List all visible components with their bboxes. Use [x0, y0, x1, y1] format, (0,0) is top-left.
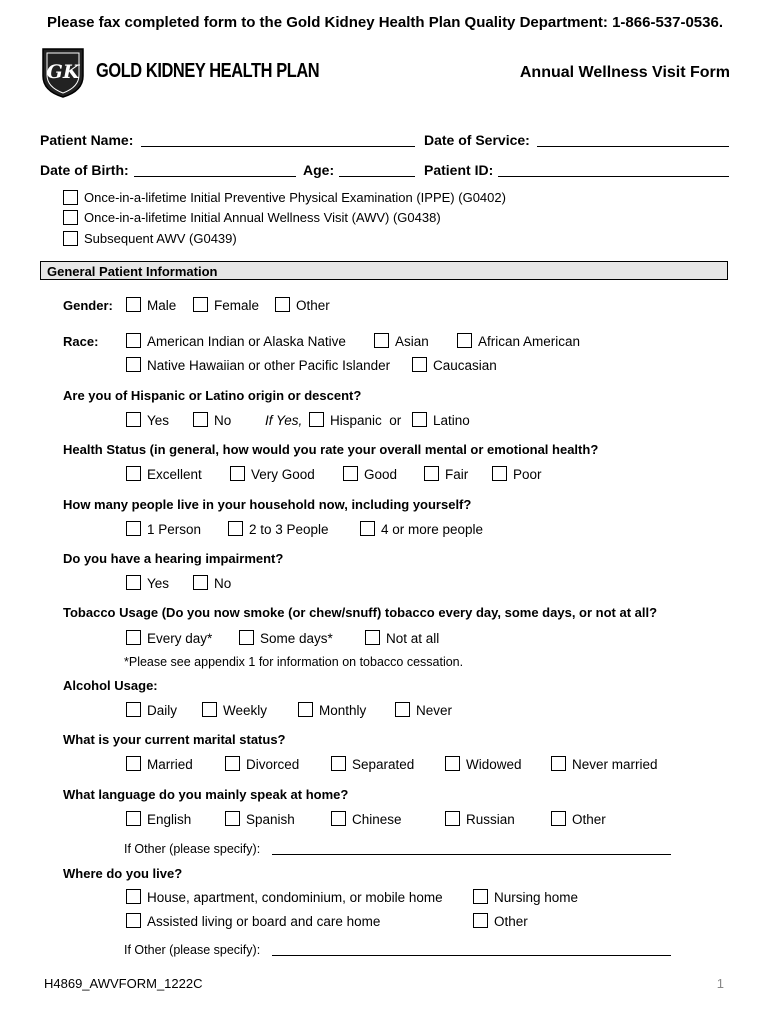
- gender-female-label: Female: [214, 298, 260, 313]
- race-american-indian-checkbox[interactable]: [126, 333, 141, 348]
- tobacco-some-days-checkbox[interactable]: [239, 630, 254, 645]
- health-excellent-checkbox[interactable]: [126, 466, 141, 481]
- residence-nursing-home-label: Nursing home: [494, 890, 579, 905]
- gender-label: Gender:: [63, 298, 113, 313]
- hearing-yes-label: Yes: [147, 576, 170, 591]
- race-african-american-checkbox[interactable]: [457, 333, 472, 348]
- alcohol-weekly-label: Weekly: [223, 703, 268, 718]
- hispanic-latino-checkbox[interactable]: [412, 412, 427, 427]
- hispanic-yes-checkbox[interactable]: [126, 412, 141, 427]
- residence-house-label: House, apartment, condominium, or mobile home: [147, 890, 443, 905]
- tobacco-some-days-label: Some days*: [260, 631, 333, 646]
- age-label: Age:: [303, 162, 335, 178]
- subsequent-awv-label: Subsequent AWV (G0439): [84, 231, 237, 246]
- race-native-hawaiian-checkbox[interactable]: [126, 357, 141, 372]
- language-spanish-label: Spanish: [246, 812, 295, 827]
- gold-kidney-logo-icon: [40, 46, 86, 98]
- tobacco-not-at-all-label: Not at all: [386, 631, 440, 646]
- health-good-checkbox[interactable]: [343, 466, 358, 481]
- age-field[interactable]: [339, 176, 415, 177]
- date-of-service-label: Date of Service:: [424, 132, 530, 148]
- marital-separated-checkbox[interactable]: [331, 756, 346, 771]
- date-of-birth-label: Date of Birth:: [40, 162, 129, 178]
- ippe-checkbox[interactable]: [63, 190, 78, 205]
- residence-other-specify-field[interactable]: [272, 955, 671, 956]
- language-spanish-checkbox[interactable]: [225, 811, 240, 826]
- patient-name-label: Patient Name:: [40, 132, 134, 148]
- race-african-american-label: African American: [478, 334, 581, 349]
- household-1-person-label: 1 Person: [147, 522, 202, 537]
- alcohol-never-checkbox[interactable]: [395, 702, 410, 717]
- hispanic-yes-label: Yes: [147, 413, 170, 428]
- marital-question: What is your current marital status?: [63, 732, 286, 747]
- language-chinese-label: Chinese: [352, 812, 402, 827]
- health-fair-label: Fair: [445, 467, 469, 482]
- residence-other-label: Other: [494, 914, 528, 929]
- language-other-specify-label: If Other (please specify):: [124, 842, 261, 856]
- alcohol-question: Alcohol Usage:: [63, 678, 158, 693]
- alcohol-monthly-label: Monthly: [319, 703, 367, 718]
- hispanic-no-checkbox[interactable]: [193, 412, 208, 427]
- health-poor-label: Poor: [513, 467, 542, 482]
- race-label: Race:: [63, 334, 99, 349]
- hearing-no-label: No: [214, 576, 232, 591]
- ippe-label: Once-in-a-lifetime Initial Preventive Physical Examination (IPPE) (G0402): [84, 190, 506, 205]
- section-title: General Patient Information: [47, 264, 218, 279]
- residence-assisted-living-label: Assisted living or board and care home: [147, 914, 381, 929]
- household-question: How many people live in your household now, including yourself?: [63, 497, 472, 512]
- marital-never-married-label: Never married: [572, 757, 658, 772]
- hispanic-if-yes-label: If Yes,: [265, 413, 303, 428]
- tobacco-not-at-all-checkbox[interactable]: [365, 630, 380, 645]
- patient-id-field[interactable]: [498, 176, 729, 177]
- health-status-question: Health Status (in general, how would you rate your overall mental or emotional health?: [63, 442, 599, 457]
- marital-separated-label: Separated: [352, 757, 415, 772]
- race-caucasian-checkbox[interactable]: [412, 357, 427, 372]
- residence-assisted-living-checkbox[interactable]: [126, 913, 141, 928]
- tobacco-note: *Please see appendix 1 for information on tobacco cessation.: [124, 655, 464, 669]
- hearing-yes-checkbox[interactable]: [126, 575, 141, 590]
- marital-married-label: Married: [147, 757, 193, 772]
- form-code: H4869_AWVFORM_1222C: [44, 976, 203, 991]
- gender-male-checkbox[interactable]: [126, 297, 141, 312]
- patient-id-label: Patient ID:: [424, 162, 494, 178]
- language-other-specify-field[interactable]: [272, 854, 671, 855]
- fax-instructions: Please fax completed form to the Gold Kidney Health Plan Quality Department: 1-866-537-0536.: [46, 14, 724, 31]
- marital-married-checkbox[interactable]: [126, 756, 141, 771]
- date-of-birth-field[interactable]: [134, 176, 296, 177]
- health-fair-checkbox[interactable]: [424, 466, 439, 481]
- residence-other-specify-label: If Other (please specify):: [124, 943, 261, 957]
- initial-awv-checkbox[interactable]: [63, 210, 78, 225]
- alcohol-weekly-checkbox[interactable]: [202, 702, 217, 717]
- language-russian-label: Russian: [466, 812, 515, 827]
- marital-widowed-label: Widowed: [466, 757, 522, 772]
- date-of-service-field[interactable]: [537, 146, 729, 147]
- alcohol-daily-checkbox[interactable]: [126, 702, 141, 717]
- gender-female-checkbox[interactable]: [193, 297, 208, 312]
- health-very-good-checkbox[interactable]: [230, 466, 245, 481]
- residence-house-checkbox[interactable]: [126, 889, 141, 904]
- hispanic-hispanic-checkbox[interactable]: [309, 412, 324, 427]
- gender-other-label: Other: [296, 298, 330, 313]
- hearing-no-checkbox[interactable]: [193, 575, 208, 590]
- race-asian-label: Asian: [395, 334, 429, 349]
- race-native-hawaiian-label: Native Hawaiian or other Pacific Islander: [147, 358, 391, 373]
- marital-divorced-checkbox[interactable]: [225, 756, 240, 771]
- initial-awv-label: Once-in-a-lifetime Initial Annual Wellness Visit (AWV) (G0438): [84, 210, 441, 225]
- health-poor-checkbox[interactable]: [492, 466, 507, 481]
- hispanic-hispanic-label: Hispanic or: [330, 413, 402, 428]
- marital-widowed-checkbox[interactable]: [445, 756, 460, 771]
- language-russian-checkbox[interactable]: [445, 811, 460, 826]
- marital-never-married-checkbox[interactable]: [551, 756, 566, 771]
- race-asian-checkbox[interactable]: [374, 333, 389, 348]
- health-good-label: Good: [364, 467, 398, 482]
- household-2-3-label: 2 to 3 People: [249, 522, 329, 537]
- gender-male-label: Male: [147, 298, 177, 313]
- language-chinese-checkbox[interactable]: [331, 811, 346, 826]
- hispanic-question: Are you of Hispanic or Latino origin or descent?: [63, 388, 362, 403]
- hispanic-latino-label: Latino: [433, 413, 470, 428]
- health-excellent-label: Excellent: [147, 467, 202, 482]
- subsequent-awv-checkbox[interactable]: [63, 231, 78, 246]
- patient-name-field[interactable]: [141, 146, 415, 147]
- language-english-label: English: [147, 812, 192, 827]
- residence-other-checkbox[interactable]: [473, 913, 488, 928]
- language-other-checkbox[interactable]: [551, 811, 566, 826]
- household-2-3-checkbox[interactable]: [228, 521, 243, 536]
- alcohol-monthly-checkbox[interactable]: [298, 702, 313, 717]
- marital-divorced-label: Divorced: [246, 757, 300, 772]
- household-4-plus-label: 4 or more people: [381, 522, 484, 537]
- race-american-indian-label: American Indian or Alaska Native: [147, 334, 346, 349]
- gender-other-checkbox[interactable]: [275, 297, 290, 312]
- language-other-label: Other: [572, 812, 606, 827]
- health-very-good-label: Very Good: [251, 467, 315, 482]
- page-number: 1: [716, 976, 724, 991]
- race-caucasian-label: Caucasian: [433, 358, 497, 373]
- residence-nursing-home-checkbox[interactable]: [473, 889, 488, 904]
- tobacco-every-day-label: Every day*: [147, 631, 213, 646]
- language-english-checkbox[interactable]: [126, 811, 141, 826]
- household-4-plus-checkbox[interactable]: [360, 521, 375, 536]
- tobacco-every-day-checkbox[interactable]: [126, 630, 141, 645]
- alcohol-daily-label: Daily: [147, 703, 178, 718]
- brand-name: GOLD KIDNEY HEALTH PLAN: [96, 60, 320, 82]
- alcohol-never-label: Never: [416, 703, 453, 718]
- household-1-person-checkbox[interactable]: [126, 521, 141, 536]
- language-question: What language do you mainly speak at home?: [63, 787, 349, 802]
- hearing-question: Do you have a hearing impairment?: [63, 551, 284, 566]
- form-title: Annual Wellness Visit Form: [519, 64, 730, 81]
- logo-monogram: GK: [46, 61, 80, 83]
- residence-question: Where do you live?: [63, 866, 183, 881]
- tobacco-question: Tobacco Usage (Do you now smoke (or chew/snuff) tobacco every day, some days, or not at all?: [63, 605, 658, 620]
- hispanic-no-label: No: [214, 413, 232, 428]
